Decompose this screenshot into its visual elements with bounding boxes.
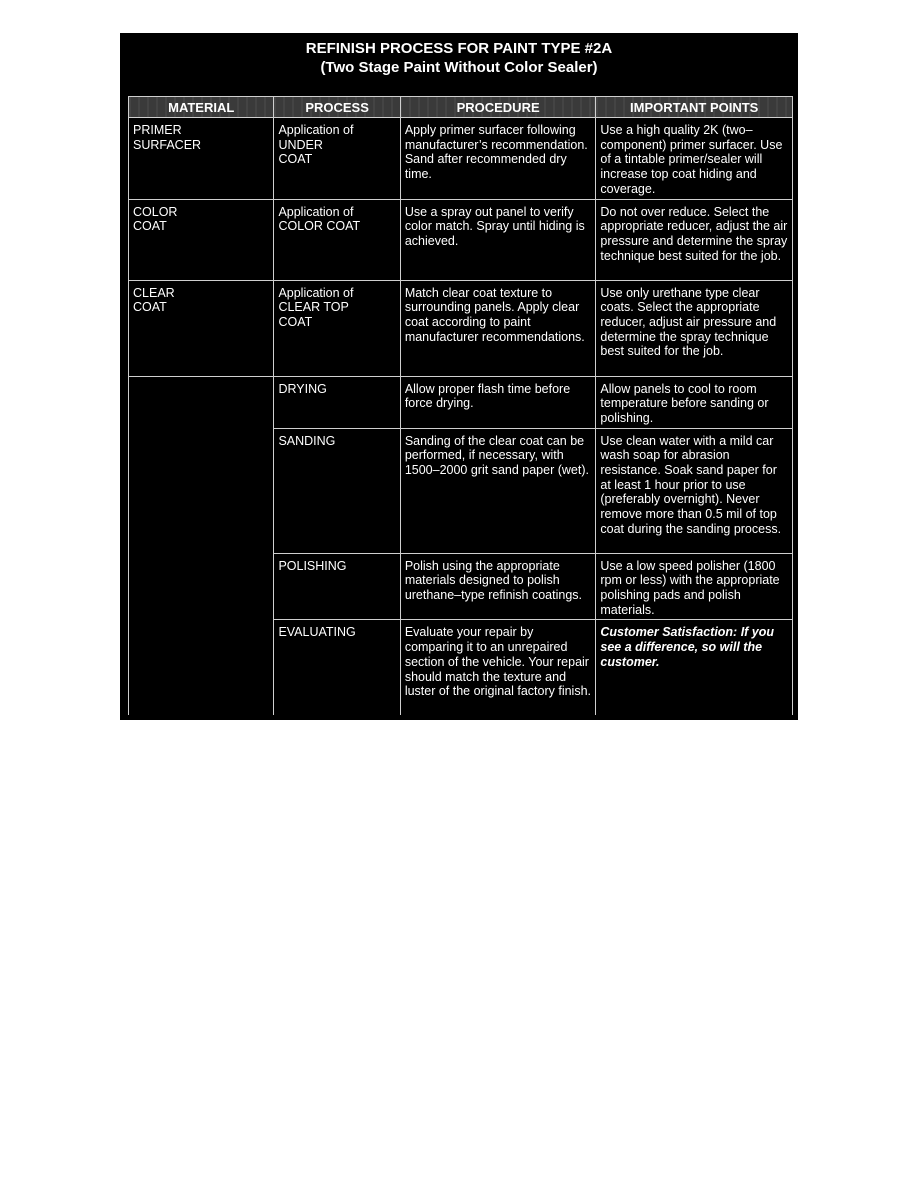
material-cell: COLOR COAT: [129, 199, 274, 280]
table-row: [129, 199, 793, 280]
table-row: [129, 118, 793, 200]
header-procedure: PROCEDURE: [400, 97, 596, 118]
procedure-cell: Use a spray out panel to verify color match. Spray until hiding is achieved.: [400, 199, 596, 280]
process-cell: DRYING: [274, 376, 400, 428]
procedure-cell: Sanding of the clear coat can be performed, if necessary, with 1500–2000 grit sand paper (wet).: [400, 428, 596, 553]
process-cell: Application of CLEAR TOP COAT: [274, 280, 400, 376]
table-row: [129, 280, 793, 376]
table-header-row: [129, 97, 793, 118]
refinish-process-panel: [120, 33, 798, 720]
refinish-table: [128, 96, 793, 715]
points-cell: Do not over reduce. Select the appropriate reducer, adjust the air pressure and determine the spray technique best suited for the job.: [596, 199, 793, 280]
header-important-points: IMPORTANT POINTS: [596, 97, 793, 118]
points-cell: Use clean water with a mild car wash soap for abrasion resistance. Soak sand paper for at least 1 hour prior to use (preferably overnight). Never remove more than 0.5 mil of top coat during the sanding process.: [596, 428, 793, 553]
points-cell: Use a low speed polisher (1800 rpm or less) with the appropriate polishing pads and polish materials.: [596, 553, 793, 620]
points-cell: Use a high quality 2K (two–component) primer surfacer. Use of a tintable primer/sealer will increase top coat hiding and coverage.: [596, 118, 793, 200]
process-cell: EVALUATING: [274, 620, 400, 716]
procedure-cell: Match clear coat texture to surrounding panels. Apply clear coat according to paint manufacturer recommendations.: [400, 280, 596, 376]
process-cell: POLISHING: [274, 553, 400, 620]
material-cell-empty: [129, 376, 274, 715]
title-line-1: REFINISH PROCESS FOR PAINT TYPE #2A: [305, 40, 613, 57]
process-cell: Application of COLOR COAT: [274, 199, 400, 280]
procedure-cell: Evaluate your repair by comparing it to an unrepaired section of the vehicle. Your repair should match the texture and luster of the original factory finish.: [400, 620, 596, 716]
process-cell: Application of UNDER COAT: [274, 118, 400, 200]
points-cell-emphasis: Customer Satisfaction: If you see a difference, so will the customer.: [596, 620, 793, 716]
title-line-2: (Two Stage Paint Without Color Sealer): [320, 59, 598, 76]
points-cell: Allow panels to cool to room temperature before sanding or polishing.: [596, 376, 793, 428]
page-title: [120, 33, 798, 90]
header-process: PROCESS: [274, 97, 400, 118]
table-row: [129, 376, 793, 428]
points-cell: Use only urethane type clear coats. Select the appropriate reducer, adjust air pressure and determine the spray technique best suited for the job.: [596, 280, 793, 376]
procedure-cell: Apply primer surfacer following manufacturer’s recommendation. Sand after recommended dry time.: [400, 118, 596, 200]
material-cell: PRIMER SURFACER: [129, 118, 274, 200]
procedure-cell: Polish using the appropriate materials designed to polish urethane–type refinish coatings.: [400, 553, 596, 620]
material-cell: CLEAR COAT: [129, 280, 274, 376]
process-cell: SANDING: [274, 428, 400, 553]
header-material: MATERIAL: [129, 97, 274, 118]
procedure-cell: Allow proper flash time before force drying.: [400, 376, 596, 428]
